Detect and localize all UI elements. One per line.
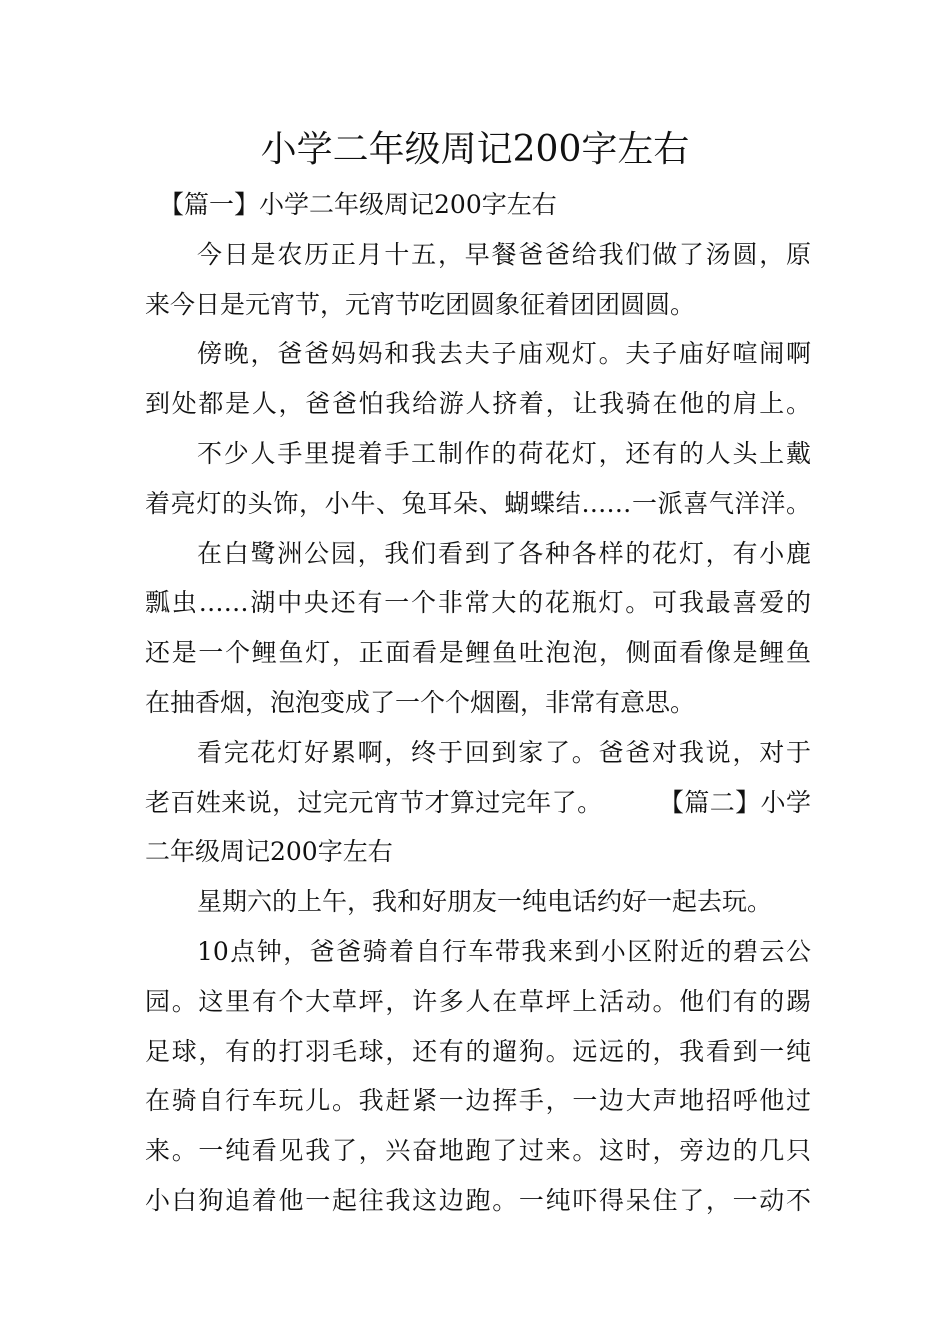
paragraph-line: 着亮灯的头饰，小牛、兔耳朵、蝴蝶结……一派喜气洋洋。 (145, 488, 811, 518)
paragraph-line: 在抽香烟，泡泡变成了一个个烟圈，非常有意思。 (145, 687, 696, 717)
paragraph-line: 傍晚，爸爸妈妈和我去夫子庙观灯。夫子庙好喧闹啊 (197, 339, 811, 369)
paragraph-line: 瓢虫……湖中央还有一个非常大的花瓶灯。可我最喜爱的 (145, 588, 811, 618)
paragraph-line: 在白鹭洲公园，我们看到了各种各样的花灯，有小鹿 (197, 538, 811, 568)
document-title: 小学二年级周记200字左右 (260, 129, 690, 170)
paragraph-line: 园。这里有个大草坪，许多人在草坪上活动。他们有的踢 (145, 986, 811, 1016)
paragraph-line: 还是一个鲤鱼灯，正面看是鲤鱼吐泡泡，侧面看像是鲤鱼 (145, 638, 811, 668)
paragraph-line: 不少人手里提着手工制作的荷花灯，还有的人头上戴 (197, 438, 811, 468)
paragraph-line-with-heading (145, 778, 811, 828)
paragraph-line: 在骑自行车玩儿。我赶紧一边挥手，一边大声地招呼他过 (145, 1086, 811, 1116)
paragraph-line: 今日是农历正月十五，早餐爸爸给我们做了汤圆，原 (197, 239, 811, 269)
section-heading-1: 【篇一】小学二年级周记200字左右 (159, 190, 557, 219)
paragraph-line: 星期六的上午，我和好朋友一纯电话约好一起去玩。 (197, 887, 773, 917)
section-heading-2: 【篇二】小学 (658, 787, 811, 817)
paragraph-line: 足球，有的打羽毛球，还有的遛狗。远远的，我看到一纯 (145, 1036, 811, 1066)
section-heading-2-continued: 二年级周记200字左右 (145, 837, 393, 867)
paragraph-line: 来今日是元宵节，元宵节吃团圆象征着团团圆圆。 (145, 289, 696, 319)
paragraph-line: 看完花灯好累啊，终于回到家了。爸爸对我说，对于 (197, 737, 811, 767)
paragraph-line: 来。一纯看见我了，兴奋地跑了过来。这时，旁边的几只 (145, 1136, 811, 1166)
document-body (145, 180, 811, 1226)
paragraph-line: 小白狗追着他一起往我这边跑。一纯吓得呆住了，一动不 (145, 1185, 811, 1215)
paragraph-line: 10点钟，爸爸骑着自行车带我来到小区附近的碧云公 (197, 936, 811, 966)
paragraph-line: 到处都是人，爸爸怕我给游人挤着，让我骑在他的肩上。 (145, 389, 811, 419)
paragraph-line: 老百姓来说，过完元宵节才算过完年了。 (145, 787, 603, 817)
